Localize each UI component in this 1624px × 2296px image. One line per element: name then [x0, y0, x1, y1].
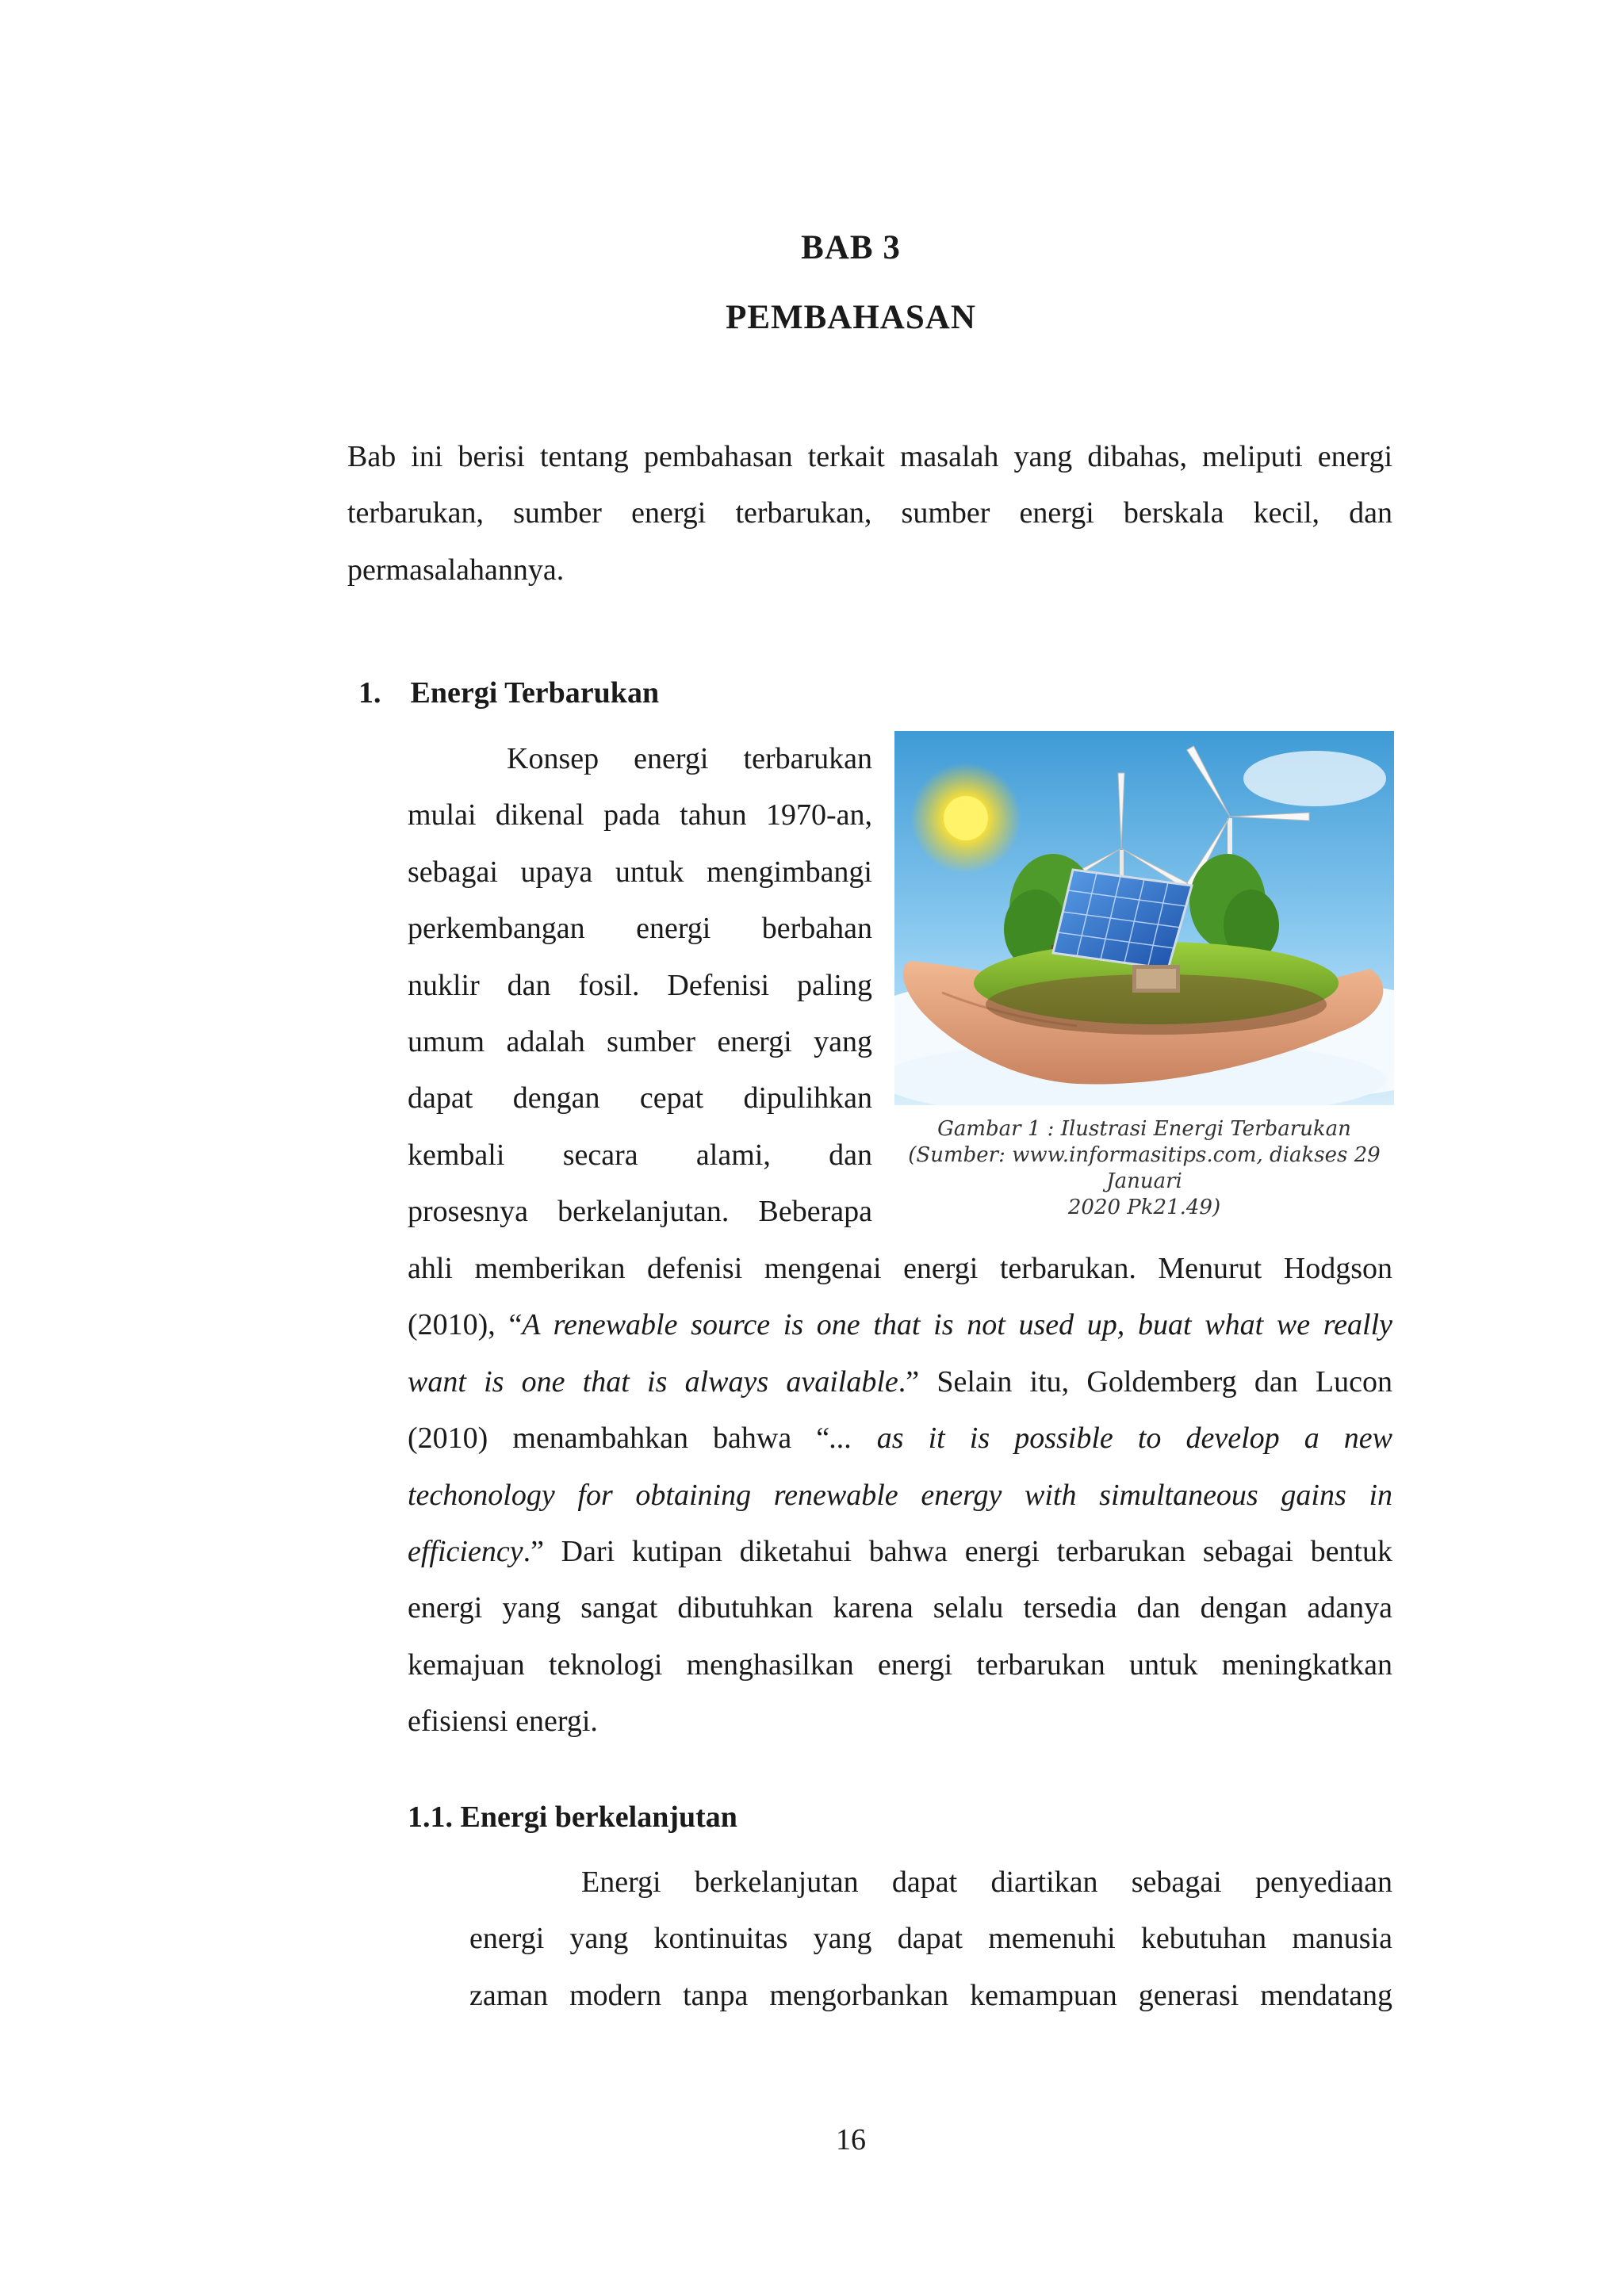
body-text: energi yang sangat dibutuhkan karena selalu tersedia dan dengan adanya: [408, 1591, 1392, 1625]
quoted-text: A renewable source is one that is not used up, buat what we really: [522, 1308, 1392, 1342]
section-1-1-line: energi yang kontinuitas yang dapat memenuhi kebutuhan manusia: [469, 1922, 1392, 1956]
section-title: Energi Terbarukan: [410, 676, 660, 710]
page-number: 16: [836, 2123, 866, 2156]
section-1-1-paragraph: [469, 1854, 1392, 2024]
intro-line: terbarukan, sumber energi terbarukan, sumber energi berskala kecil, dan: [347, 496, 1392, 530]
chapter-label: BAB 3: [801, 229, 901, 266]
section-1-narrow-line: umum adalah sumber energi yang: [408, 1024, 872, 1058]
chapter-title: PEMBAHASAN: [726, 299, 976, 336]
section-1-narrow-line: sebagai upaya untuk mengimbangi: [408, 855, 872, 889]
caption-line: 2020 Pk21.49): [1067, 1196, 1221, 1219]
quoted-text: efficiency: [408, 1534, 523, 1568]
section-1-narrow-line: dapat dengan cepat dipulihkan: [408, 1081, 872, 1115]
body-text: .” Selain itu, Goldemberg dan Lucon: [898, 1364, 1392, 1399]
section-1-wide-line: [408, 1468, 1392, 1524]
quoted-text: ... as it is possible to develop a new: [829, 1422, 1392, 1456]
caption-line: Gambar 1 : Ilustrasi Energi Terbarukan: [937, 1117, 1351, 1141]
body-text: kemajuan teknologi menghasilkan energi terbarukan untuk meningkatkan: [408, 1647, 1392, 1682]
body-text: (2010), “: [408, 1308, 523, 1342]
section-1-narrow-line: prosesnya berkelanjutan. Beberapa: [408, 1195, 872, 1229]
body-text: (2010) menambahkan bahwa “: [408, 1422, 830, 1456]
figure-caption: [887, 1116, 1402, 1221]
quoted-text: techonology for obtaining renewable energy with simultaneous gains in: [408, 1478, 1392, 1512]
intro-paragraph: [347, 429, 1392, 599]
section-1-1-line: Energi berkelanjutan dapat diartikan sebagai penyediaan: [581, 1866, 1392, 1899]
caption-line: (Sumber: www.informasitips.com, diakses 29 Januari: [908, 1143, 1381, 1193]
body-text: .” Dari kutipan diketahui bahwa energi terbarukan sebagai bentuk: [523, 1534, 1392, 1568]
body-text: ahli memberikan defenisi mengenai energi terbarukan. Menurut Hodgson: [408, 1252, 1392, 1285]
renewable-energy-illustration: [894, 731, 1394, 1105]
section-1-1-heading: 1.1. Energi berkelanjutan: [408, 1800, 737, 1834]
section-1-wide-line: [408, 1524, 1392, 1580]
section-1-heading: [358, 675, 659, 710]
intro-line: permasalahannya.: [347, 553, 565, 587]
section-1-narrow-line: mulai dikenal pada tahun 1970-an,: [408, 798, 872, 832]
intro-line: Bab ini berisi tentang pembahasan terkait masalah yang dibahas, meliputi energi: [347, 440, 1392, 473]
section-1-narrow-line: kembali secara alami, dan: [408, 1138, 872, 1172]
section-1-wide-line: [408, 1410, 1392, 1467]
section-number: 1.: [358, 676, 381, 710]
section-1-wide-line: [408, 1637, 1392, 1693]
body-text: efisiensi energi.: [408, 1705, 598, 1739]
section-1-wide-line: [408, 1580, 1392, 1636]
section-1-narrow-line: nuklir dan fosil. Defenisi paling: [408, 968, 872, 1002]
section-1-1-line: zaman modern tanpa mengorbankan kemampuan generasi mendatang: [469, 1978, 1392, 2012]
illustration-image: [894, 731, 1394, 1105]
section-1-narrow-line: perkembangan energi berbahan: [408, 912, 872, 946]
quoted-text: want is one that is always available: [408, 1364, 898, 1399]
section-1-wide-line: [408, 1693, 1392, 1750]
section-1-wide-line: [408, 1297, 1392, 1353]
section-1-wide-column: [408, 1241, 1392, 1751]
section-1-narrow-line: Konsep energi terbarukan: [507, 742, 872, 775]
section-1-narrow-column: [408, 731, 872, 1241]
section-1-wide-line: [408, 1354, 1392, 1410]
section-1-wide-line: [408, 1241, 1392, 1297]
